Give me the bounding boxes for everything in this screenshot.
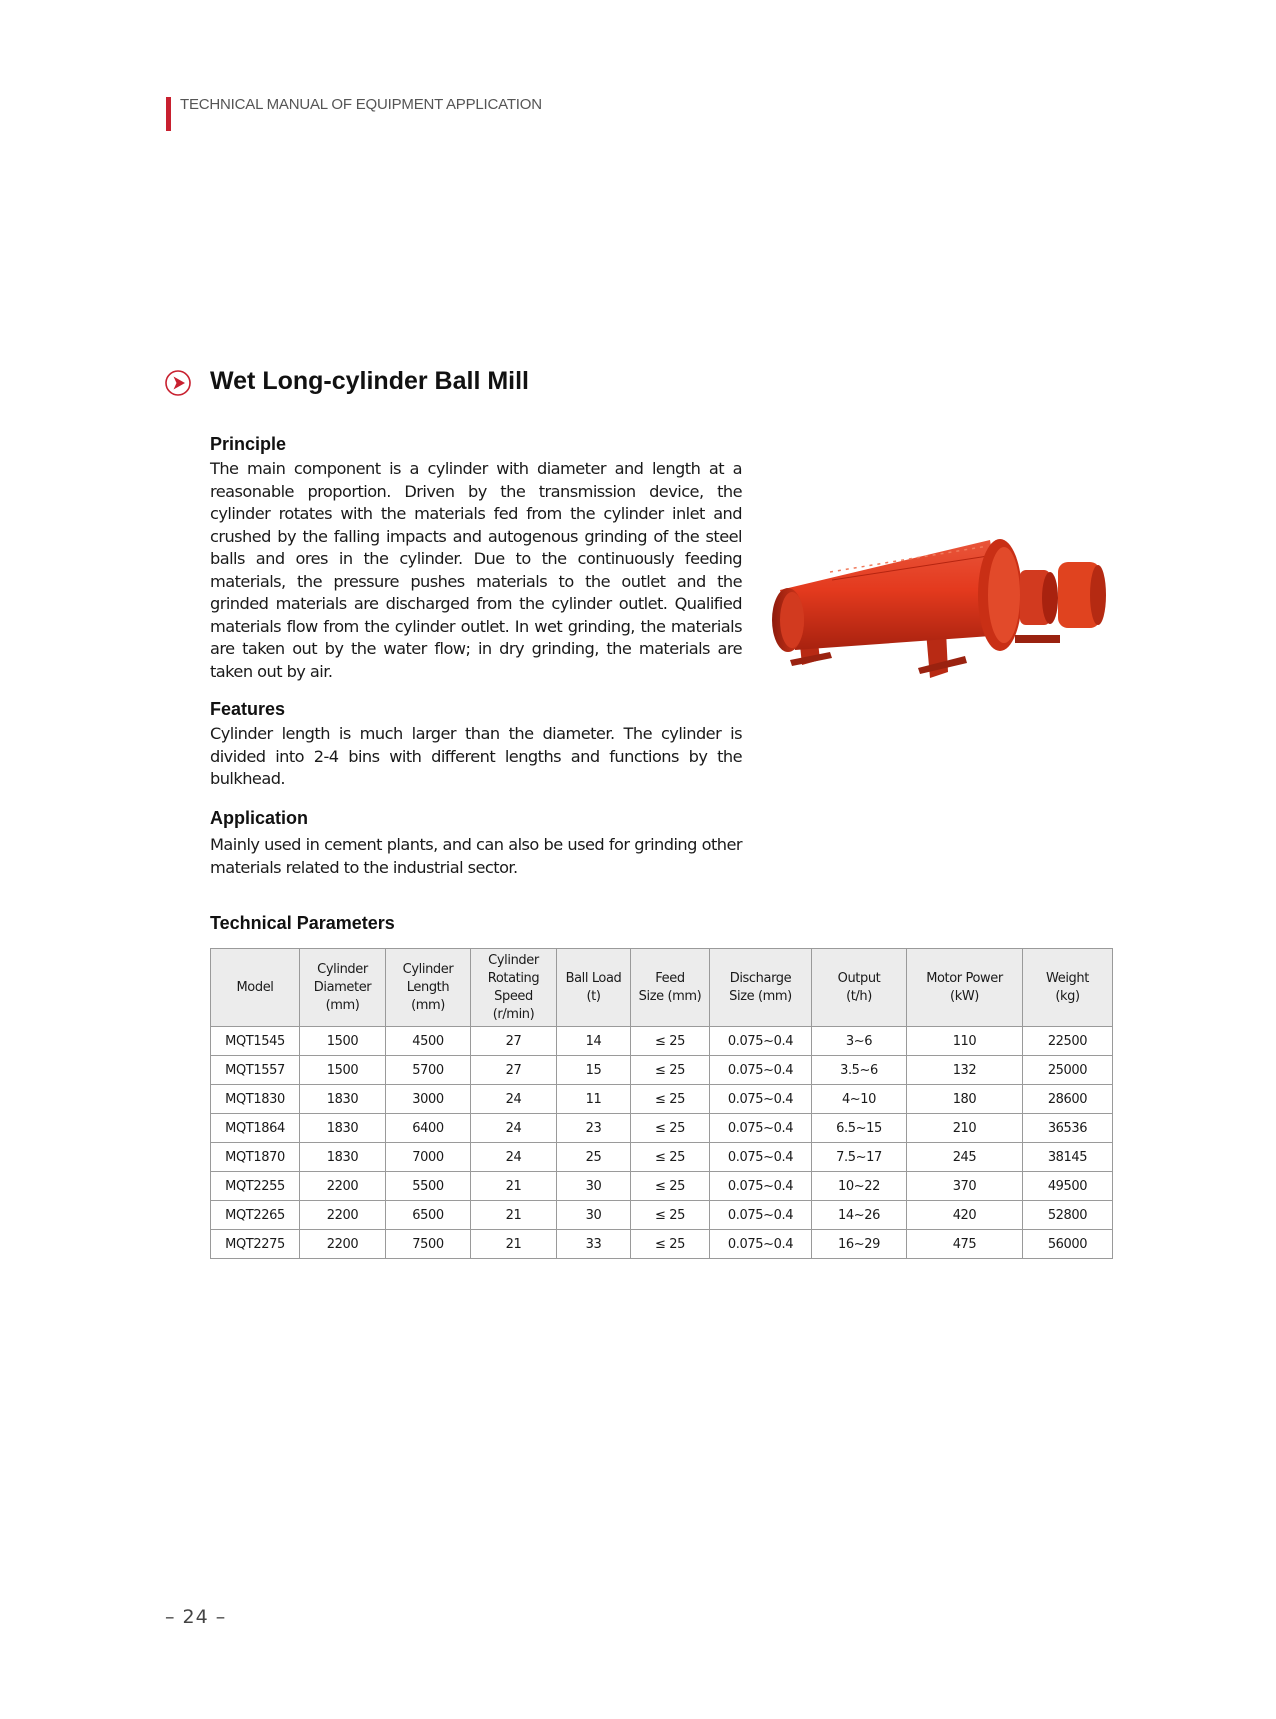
cell-ball-load: 30	[557, 1201, 631, 1230]
column-header-weight: Weight (kg)	[1023, 949, 1113, 1027]
column-header-cylinder-diameter: Cylinder Diameter (mm)	[300, 949, 386, 1027]
cell-output: 7.5~17	[812, 1143, 907, 1172]
cell-ball-load: 14	[557, 1027, 631, 1056]
cell-diameter: 1830	[300, 1143, 386, 1172]
technical-parameters-table	[210, 948, 1113, 1259]
cell-length: 6500	[386, 1201, 471, 1230]
cell-motor-power: 420	[907, 1201, 1023, 1230]
cell-speed: 24	[471, 1085, 557, 1114]
cell-weight: 28600	[1023, 1085, 1113, 1114]
cell-length: 7000	[386, 1143, 471, 1172]
cell-discharge-size: 0.075~0.4	[710, 1201, 812, 1230]
column-header-model: Model	[211, 949, 300, 1027]
cell-discharge-size: 0.075~0.4	[710, 1056, 812, 1085]
column-header-rotating-speed: Cylinder Rotating Speed (r/min)	[471, 949, 557, 1027]
cell-weight: 25000	[1023, 1056, 1113, 1085]
cell-discharge-size: 0.075~0.4	[710, 1172, 812, 1201]
cell-output: 3.5~6	[812, 1056, 907, 1085]
cell-diameter: 1500	[300, 1027, 386, 1056]
principle-heading: Principle	[210, 434, 287, 454]
cell-weight: 36536	[1023, 1114, 1113, 1143]
cell-diameter: 1830	[300, 1114, 386, 1143]
column-header-discharge-size: Discharge Size (mm)	[710, 949, 812, 1027]
cell-weight: 52800	[1023, 1201, 1113, 1230]
column-header-output: Output (t/h)	[812, 949, 907, 1027]
cell-discharge-size: 0.075~0.4	[710, 1027, 812, 1056]
table-row	[211, 1172, 1113, 1201]
table-row	[211, 1056, 1113, 1085]
cell-feed-size: ≤ 25	[631, 1201, 710, 1230]
cell-ball-load: 11	[557, 1085, 631, 1114]
cell-ball-load: 23	[557, 1114, 631, 1143]
table-row	[211, 1085, 1113, 1114]
cell-feed-size: ≤ 25	[631, 1114, 710, 1143]
cell-diameter: 2200	[300, 1201, 386, 1230]
cell-ball-load: 15	[557, 1056, 631, 1085]
cell-ball-load: 33	[557, 1230, 631, 1259]
features-heading: Features	[210, 699, 286, 719]
table-row	[211, 1230, 1113, 1259]
cell-weight: 56000	[1023, 1230, 1113, 1259]
cell-speed: 21	[471, 1230, 557, 1259]
cell-length: 5500	[386, 1172, 471, 1201]
cell-model: MQT2275	[211, 1230, 300, 1259]
cell-length: 6400	[386, 1114, 471, 1143]
column-header-feed-size: Feed Size (mm)	[631, 949, 710, 1027]
cell-ball-load: 30	[557, 1172, 631, 1201]
cell-diameter: 1830	[300, 1085, 386, 1114]
cell-model: MQT1870	[211, 1143, 300, 1172]
cell-ball-load: 25	[557, 1143, 631, 1172]
cell-output: 6.5~15	[812, 1114, 907, 1143]
cell-discharge-size: 0.075~0.4	[710, 1230, 812, 1259]
cell-feed-size: ≤ 25	[631, 1056, 710, 1085]
cell-weight: 49500	[1023, 1172, 1113, 1201]
cell-model: MQT1557	[211, 1056, 300, 1085]
cell-output: 14~26	[812, 1201, 907, 1230]
header-accent-bar	[166, 97, 171, 131]
table-header-row	[211, 949, 1113, 1027]
cell-output: 10~22	[812, 1172, 907, 1201]
cell-length: 3000	[386, 1085, 471, 1114]
cell-speed: 24	[471, 1143, 557, 1172]
cell-feed-size: ≤ 25	[631, 1172, 710, 1201]
ball-mill-image	[760, 460, 1120, 710]
play-arrow-circle-icon	[164, 369, 192, 397]
cell-feed-size: ≤ 25	[631, 1027, 710, 1056]
cell-length: 5700	[386, 1056, 471, 1085]
cell-feed-size: ≤ 25	[631, 1085, 710, 1114]
application-text: Mainly used in cement plants, and can also be used for grinding other materials related to the industrial sector.	[210, 835, 742, 877]
cell-feed-size: ≤ 25	[631, 1143, 710, 1172]
table-row	[211, 1201, 1113, 1230]
cell-length: 7500	[386, 1230, 471, 1259]
features-text: Cylinder length is much larger than the diameter. The cylinder is divided into 2-4 bins with different lengths and functions by the bulkhead.	[210, 724, 742, 788]
column-header-cylinder-length: Cylinder Length (mm)	[386, 949, 471, 1027]
cell-motor-power: 210	[907, 1114, 1023, 1143]
cell-output: 3~6	[812, 1027, 907, 1056]
cell-weight: 38145	[1023, 1143, 1113, 1172]
page-title: Wet Long-cylinder Ball Mill	[210, 367, 530, 395]
cell-diameter: 2200	[300, 1172, 386, 1201]
cell-output: 4~10	[812, 1085, 907, 1114]
cell-motor-power: 132	[907, 1056, 1023, 1085]
table-row	[211, 1143, 1113, 1172]
cell-weight: 22500	[1023, 1027, 1113, 1056]
cell-discharge-size: 0.075~0.4	[710, 1085, 812, 1114]
table-row	[211, 1114, 1113, 1143]
cell-speed: 27	[471, 1027, 557, 1056]
cell-model: MQT2265	[211, 1201, 300, 1230]
cell-model: MQT1864	[211, 1114, 300, 1143]
cell-motor-power: 245	[907, 1143, 1023, 1172]
cell-motor-power: 110	[907, 1027, 1023, 1056]
cell-speed: 24	[471, 1114, 557, 1143]
cell-diameter: 1500	[300, 1056, 386, 1085]
cell-speed: 21	[471, 1201, 557, 1230]
cell-feed-size: ≤ 25	[631, 1230, 710, 1259]
cell-motor-power: 370	[907, 1172, 1023, 1201]
column-header-ball-load: Ball Load (t)	[557, 949, 631, 1027]
running-header: TECHNICAL MANUAL OF EQUIPMENT APPLICATION	[180, 96, 542, 113]
column-header-motor-power: Motor Power (kW)	[907, 949, 1023, 1027]
cell-discharge-size: 0.075~0.4	[710, 1114, 812, 1143]
cell-length: 4500	[386, 1027, 471, 1056]
cell-model: MQT1830	[211, 1085, 300, 1114]
cell-discharge-size: 0.075~0.4	[710, 1143, 812, 1172]
cell-motor-power: 475	[907, 1230, 1023, 1259]
table-row	[211, 1027, 1113, 1056]
cell-model: MQT1545	[211, 1027, 300, 1056]
application-heading: Application	[210, 808, 308, 828]
cell-motor-power: 180	[907, 1085, 1023, 1114]
principle-text: The main component is a cylinder with diameter and length at a reasonable proportion. Driven by the transmission device, the cylinder rotates with the materials fed from the cylinder inlet and crushed by the falling impacts and autogenous grinding of the steel balls and ores in the cylinder. Due to the continuously feeding materials, the pressure pushes materials to the outlet and the grinded materials are discharged from the cylinder outlet. Qualified materials flow from the cylinder outlet. In wet grinding, the materials are taken out by the water flow; in dry grinding, the materials are taken out by air.	[210, 459, 742, 681]
cell-model: MQT2255	[211, 1172, 300, 1201]
cell-speed: 27	[471, 1056, 557, 1085]
cell-speed: 21	[471, 1172, 557, 1201]
cell-output: 16~29	[812, 1230, 907, 1259]
page-number: – 24 –	[165, 1606, 227, 1628]
technical-parameters-heading: Technical Parameters	[210, 913, 395, 933]
cell-diameter: 2200	[300, 1230, 386, 1259]
